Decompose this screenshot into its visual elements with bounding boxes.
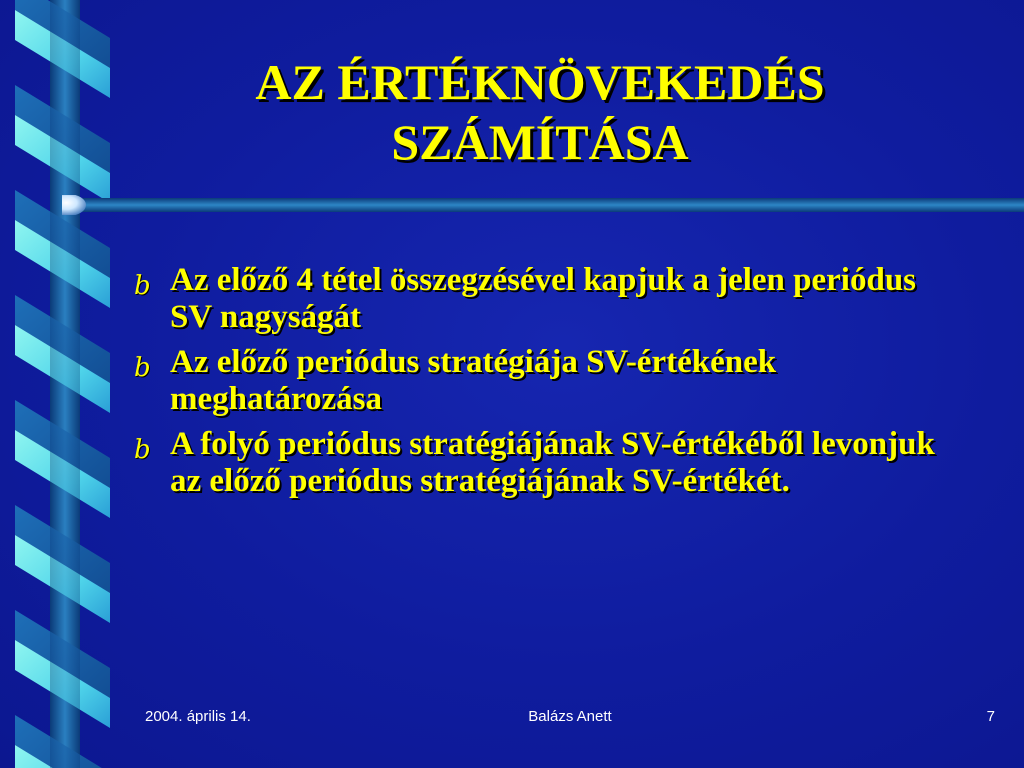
footer-date: 2004. április 14. <box>145 708 251 725</box>
footer-page-number: 7 <box>986 708 995 725</box>
title-underline-bar <box>62 195 1024 215</box>
bullet-text: Az előző 4 tétel összegzésével kapjuk a jelen periódus SV nagyságát <box>170 262 917 335</box>
list-item <box>130 426 960 500</box>
bullet-text: A folyó periódus stratégiájának SV-értékéből levonjuk az előző periódus stratégiájának SV-értékét. <box>170 426 935 499</box>
slide-title <box>140 52 940 172</box>
decorative-ribbon <box>0 0 115 768</box>
title-line-1: AZ ÉRTÉKNÖVEKEDÉS <box>255 54 825 110</box>
bullet-icon: b <box>134 353 151 383</box>
bullet-list <box>130 262 960 508</box>
list-item <box>130 344 960 418</box>
title-line-2: SZÁMÍTÁSA <box>391 114 689 170</box>
bullet-text: Az előző periódus stratégiája SV-értékének meghatározása <box>170 344 777 417</box>
bullet-icon: b <box>134 435 151 465</box>
list-item <box>130 262 960 336</box>
bullet-icon: b <box>134 271 151 301</box>
footer-author: Balázs Anett <box>528 708 612 725</box>
